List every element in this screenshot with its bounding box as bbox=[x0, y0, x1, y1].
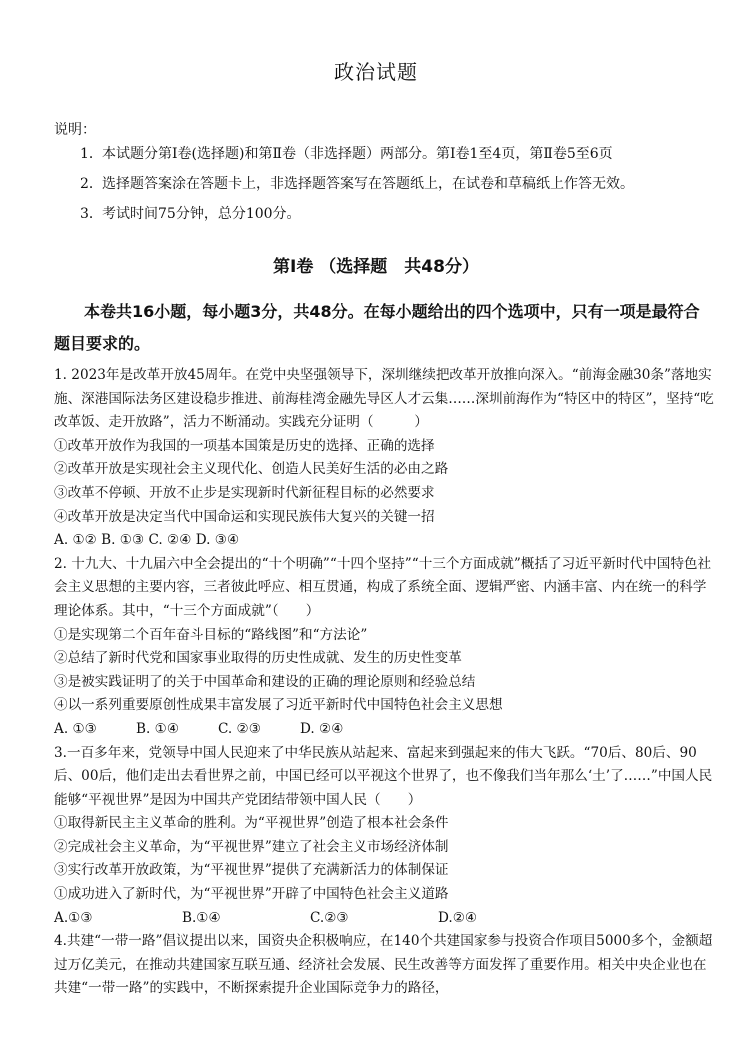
instruction-number: 3． bbox=[80, 206, 103, 222]
answer-options bbox=[54, 718, 714, 742]
section-instruction: 本卷共16小题，每小题3分，共48分。在每小题给出的四个选项中，只有一项是最符合题目要求的。 bbox=[54, 302, 700, 353]
statement: ①取得新民主主义革命的胜利。为“平视世界”创造了根本社会条件 bbox=[54, 815, 449, 832]
question-3 bbox=[54, 742, 714, 931]
option-c: C. ②③ bbox=[218, 720, 261, 737]
statement: ②改革开放是实现社会主义现代化、创造人民美好生活的必由之路 bbox=[54, 461, 449, 478]
answer-options: A. ①② B. ①③ C. ②④ D. ③④ bbox=[54, 532, 240, 549]
option-b: B.①④ bbox=[182, 909, 221, 926]
statement: ③改革不停顿、开放不止步是实现新时代新征程目标的必然要求 bbox=[54, 484, 435, 501]
statement: ③实行改革开放政策，为“平视世界”提供了充满新活力的体制保证 bbox=[54, 862, 449, 879]
instructions-label: 说明： bbox=[54, 122, 96, 138]
document-title: 政治试题 bbox=[334, 60, 418, 84]
option-d: D. ②④ bbox=[300, 720, 344, 737]
statement: ①改革开放作为我国的一项基本国策是历史的选择、正确的选择 bbox=[54, 437, 435, 454]
option-b: B. ①④ bbox=[136, 720, 180, 737]
instruction-number: 2． bbox=[80, 176, 103, 192]
question-1 bbox=[54, 364, 714, 553]
question-4 bbox=[54, 930, 714, 1001]
statement: ④改革开放是决定当代中国命运和实现民族伟大复兴的关键一招 bbox=[54, 508, 435, 525]
section-heading: 第Ⅰ卷 （选择题 共48分） bbox=[273, 257, 479, 277]
question-2 bbox=[54, 553, 714, 742]
option-d: D.②④ bbox=[438, 909, 478, 926]
statement: ①是实现第二个百年奋斗目标的“路线图”和“方法论” bbox=[54, 626, 368, 643]
instruction-text: 选择题答案涂在答题卡上，非选择题答案写在答题纸上，在试卷和草稿纸上作答无效。 bbox=[102, 176, 634, 192]
statement: ②完成社会主义革命，为“平视世界”建立了社会主义市场经济体制 bbox=[54, 838, 449, 855]
instructions-list bbox=[54, 142, 714, 226]
question-stem: 4.共建“一带一路”倡议提出以来，国资央企积极响应，在140个共建国家参与投资合作项目5000多个，金额超过万亿美元，在推动共建国家互联互通、经济社会发展、民生改善等方面发挥了重要作用。相关中央企业也在共建“一带一路”的实践中，不断探索提升企业国际竞争力的路径， bbox=[54, 933, 713, 997]
statement: ②总结了新时代党和国家事业取得的历史性成就、发生的历史性变革 bbox=[54, 650, 462, 667]
instructions-block bbox=[54, 118, 714, 226]
option-a: A. ①③ bbox=[54, 720, 97, 737]
instruction-text: 考试时间75分钟，总分100分。 bbox=[102, 206, 301, 222]
question-stem: 2. 十九大、十九届六中全会提出的“十个明确”“十四个坚持”“十三个方面成就”概括了习近平新时代中国特色社会主义思想的主要内容，三者彼此呼应、相互贯通，构成了系统全面、逻辑严密、内涵丰富、内在统一的科学理论体系。其中，“十三个方面成就”（ ） bbox=[54, 555, 712, 619]
statement: ④以一系列重要原创性成果丰富发展了习近平新时代中国特色社会主义思想 bbox=[54, 697, 503, 714]
instruction-text: 本试题分第Ⅰ卷(选择题)和第Ⅱ卷（非选择题）两部分。第Ⅰ卷1至4页，第Ⅱ卷5至6页 bbox=[102, 146, 613, 162]
statement: ③是被实践证明了的关于中国革命和建设的正确的理论原则和经验总结 bbox=[54, 673, 476, 690]
question-stem: 1. 2023年是改革开放45周年。在党中央坚强领导下，深圳继续把改革开放推向深入。“前海金融30条”落地实施、深港国际法务区建设稳步推进、前海桂湾金融先导区人才云集……深圳前海作为“特区中的特区”，坚持“吃改革饭、走开放路”，活力不断涌动。实践充分证明（ ） bbox=[54, 367, 714, 431]
instruction-item bbox=[80, 172, 714, 196]
instruction-number: 1． bbox=[80, 146, 103, 162]
option-c: C.②③ bbox=[310, 909, 349, 926]
question-list bbox=[54, 364, 714, 1001]
instruction-item bbox=[80, 202, 714, 226]
answer-options bbox=[54, 907, 714, 931]
instruction-item bbox=[80, 142, 714, 166]
question-stem: 3.一百多年来，党领导中国人民迎来了中华民族从站起来、富起来到强起来的伟大飞跃。“70后、80后、90后、00后，他们走出去看世界之前，中国已经可以平视这个世界了，也不像我们当年那么‘土’了……”中国人民能够“平视世界”是因为中国共产党团结带领中国人民（ ） bbox=[54, 744, 713, 808]
statement: ①成功进入了新时代，为“平视世界”开辟了中国特色社会主义道路 bbox=[54, 886, 449, 903]
option-a: A.①③ bbox=[54, 909, 93, 926]
